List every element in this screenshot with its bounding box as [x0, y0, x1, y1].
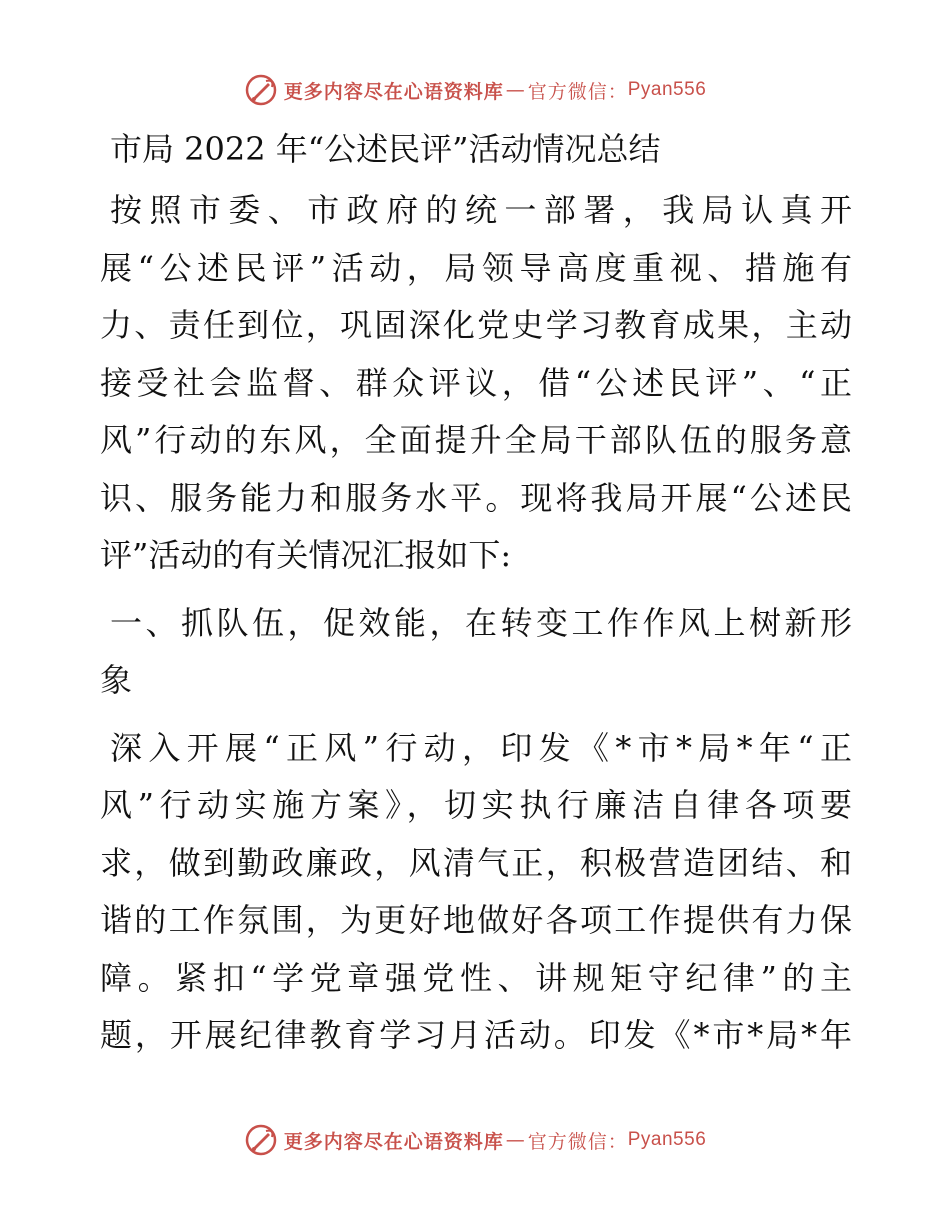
watermark-main-text: 更多内容尽在心语资料库 — [283, 80, 504, 103]
watermark-handle: Pyan556 — [627, 1129, 707, 1150]
quill-logo-icon — [244, 1123, 278, 1157]
text-line: 评”活动的有关情况汇报如下: — [100, 536, 512, 574]
watermark-separator: — — [505, 1129, 526, 1151]
heading-line: 象 — [100, 661, 133, 699]
watermark-suffix: 官方微信： — [527, 80, 628, 103]
heading-line: 一、抓队伍，促效能，在转变工作作风上树新形 — [110, 603, 852, 642]
text-line: 风”行动的东风，全面提升全局干部队伍的服务意 — [100, 421, 852, 459]
document-body — [100, 118, 852, 1075]
watermark-main-text: 更多内容尽在心语资料库 — [283, 1130, 504, 1153]
text-line: 展“公述民评”活动，局领导高度重视、措施有 — [100, 248, 852, 287]
watermark-suffix: 官方微信： — [527, 1130, 628, 1153]
watermark-separator: — — [505, 79, 526, 101]
text-line: 求，做到勤政廉政，风清气正，积极营造团结、和 — [100, 843, 852, 882]
watermark-handle: Pyan556 — [627, 79, 707, 100]
intro-paragraph — [100, 182, 852, 585]
section-heading — [100, 595, 852, 710]
text-line: 风”行动实施方案》，切实执行廉洁自律各项要 — [100, 786, 852, 824]
text-line: 深入开展“正风”行动，印发《*市*局*年“正 — [110, 728, 852, 767]
quill-logo-icon — [244, 73, 278, 107]
text-line: 接受社会监督、群众评议，借“公述民评”、“正 — [100, 363, 852, 402]
watermark-banner-bottom — [0, 1120, 950, 1160]
text-line: 按照市委、市政府的统一部署，我局认真开 — [110, 191, 852, 229]
text-line: 谐的工作氛围，为更好地做好各项工作提供有力保 — [100, 901, 852, 939]
watermark-banner-top — [0, 70, 950, 110]
document-title: 市局 2022 年“公述民评”活动情况总结 — [110, 130, 661, 168]
text-line: 力、责任到位，巩固深化党史学习教育成果，主动 — [100, 306, 852, 344]
text-line: 识、服务能力和服务水平。现将我局开展“公述民 — [100, 478, 852, 517]
text-line: 题，开展纪律教育学习月活动。印发《*市*局*年 — [100, 1016, 852, 1054]
text-line: 障。紧扣“学党章强党性、讲规矩守纪律”的主 — [100, 958, 852, 997]
section-paragraph — [100, 720, 852, 1065]
